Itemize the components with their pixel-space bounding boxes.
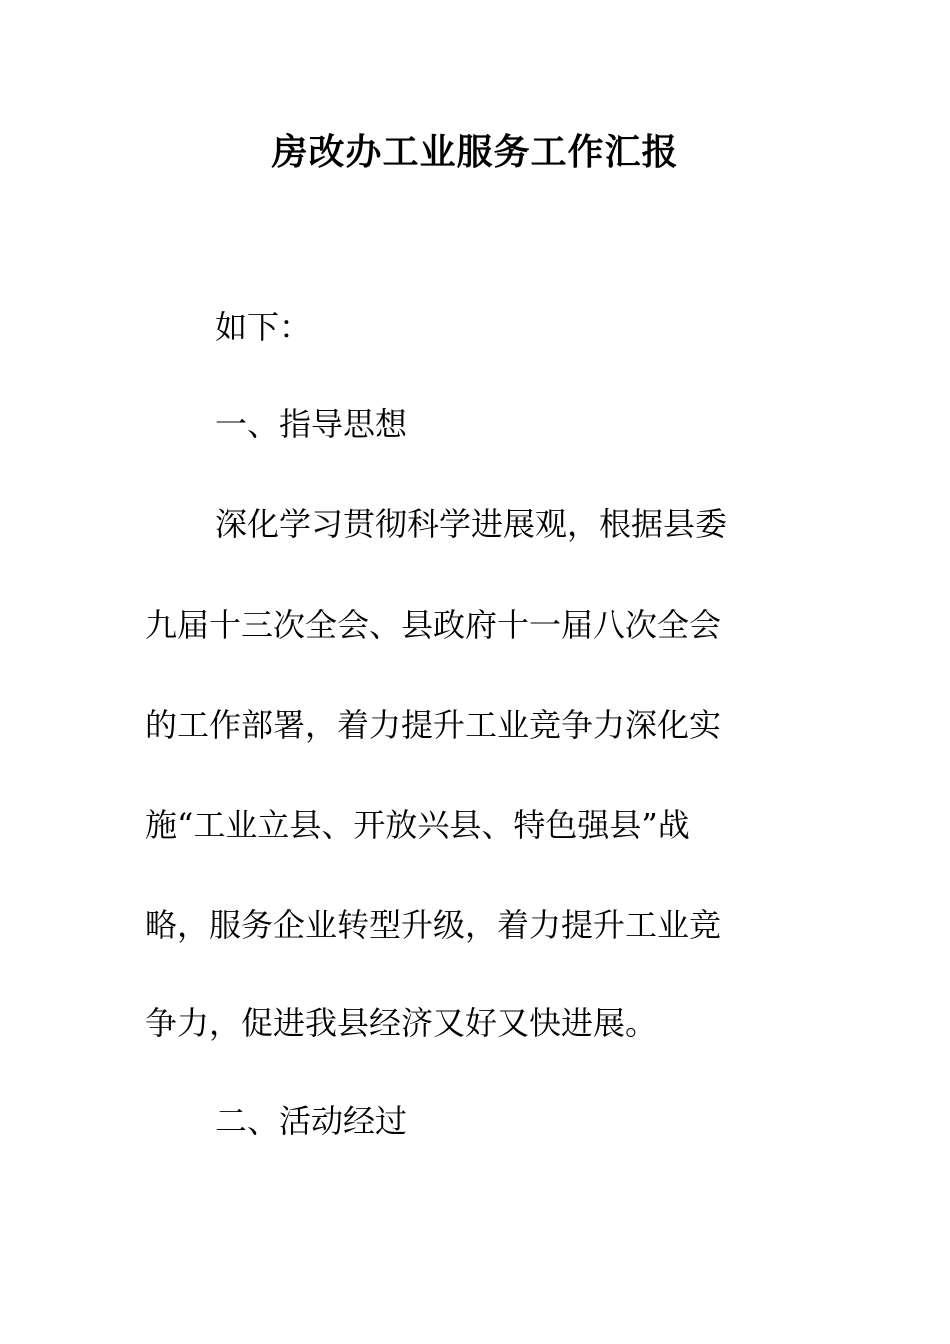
paragraph-line-5: 略，服务企业转型升级，着力提升工业竞 xyxy=(145,906,722,944)
paragraph-line-1: 深化学习贯彻科学进展观，根据县委 xyxy=(215,505,728,543)
paragraph-line-2: 九届十三次全会、县政府十一届八次全会 xyxy=(145,606,722,644)
document-title: 房改办工业服务工作汇报 xyxy=(271,132,679,173)
intro-line: 如下： xyxy=(215,308,312,346)
section-heading-activity-process: 二、活动经过 xyxy=(215,1102,408,1140)
section-heading-guiding-ideology: 一、指导思想 xyxy=(215,405,408,443)
paragraph-line-3: 的工作部署，着力提升工业竞争力深化实 xyxy=(145,706,722,744)
paragraph-line-4: 施“工业立县、开放兴县、特色强县”战 xyxy=(145,806,690,844)
paragraph-line-6: 争力，促进我县经济又好又快进展。 xyxy=(145,1004,658,1042)
